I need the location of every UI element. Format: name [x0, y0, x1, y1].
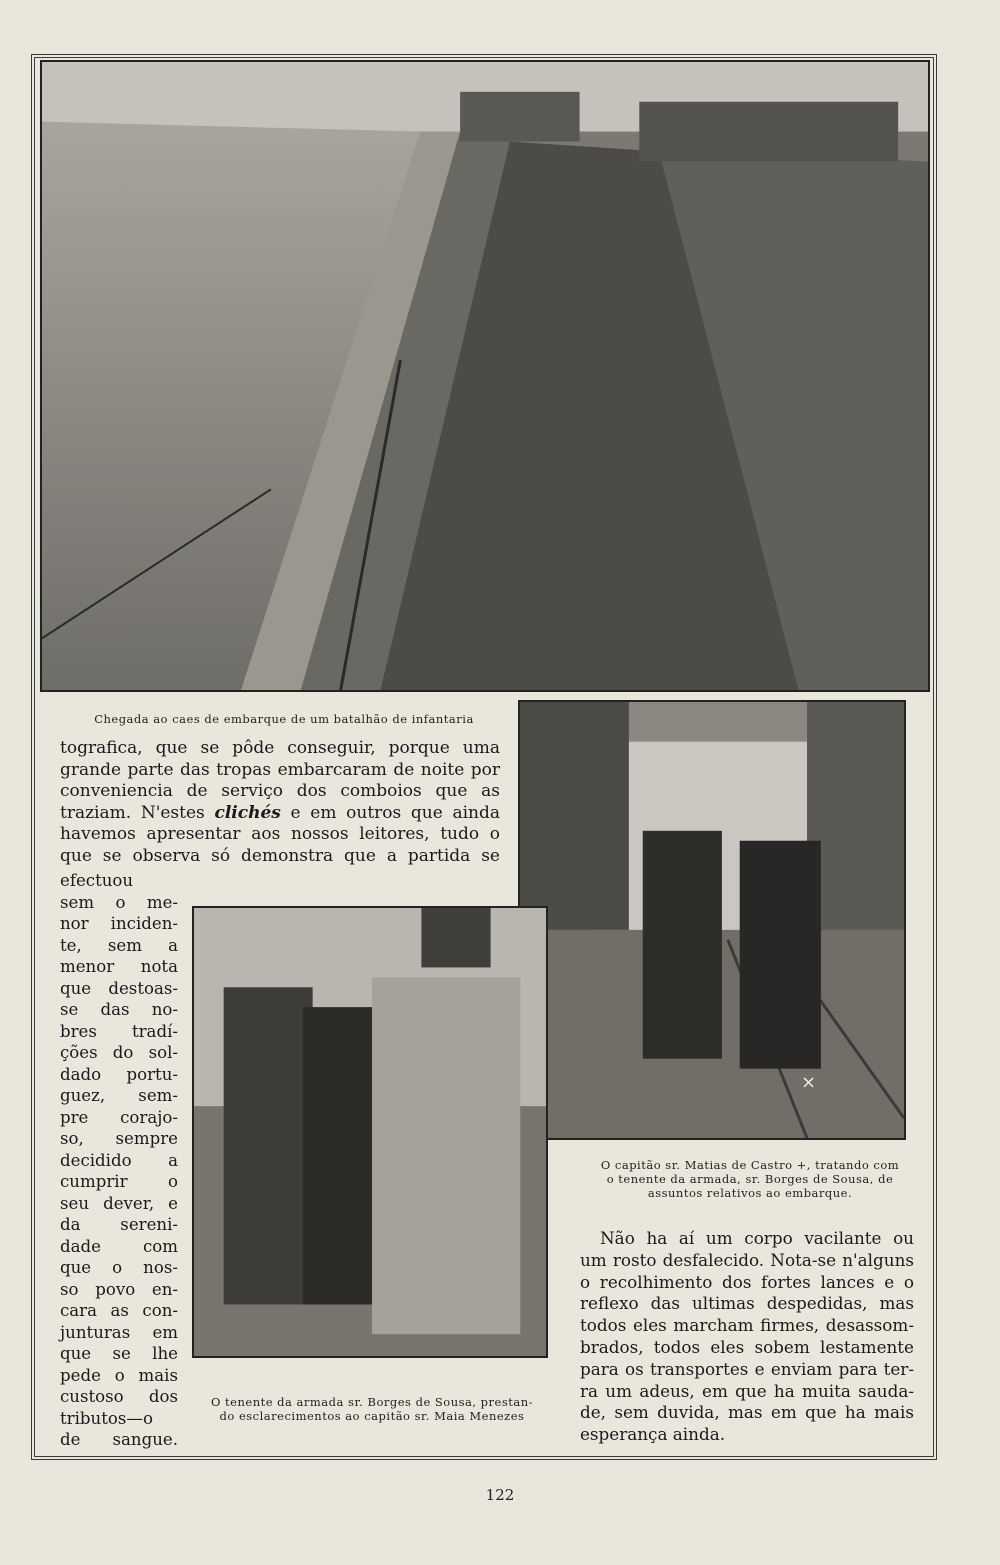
article-text-right-column: Não ha aí um corpo vacilante ou um rosto desfalecido. Nota-se n'alguns o recolhimento dos fortes lances e o reflexo das ultimas despedidas, mas todos eles marcham firmes, desassom- brados, todos eles sobem lestamente para os transportes e enviam para ter- ra um adeus, em que ha muita sauda- de, sem duvida, mas em que ha mais esperança ainda. [580, 1228, 914, 1445]
caption-left-photo: O tenente da armada sr. Borges de Sousa, prestan- do esclarecimentos ao capitão sr. Maia Menezes [210, 1395, 534, 1423]
caption-top-photo: Chegada ao caes de embarque de um batalhão de infantaria [94, 712, 474, 726]
photo-infantry-battalion-quay [40, 60, 930, 692]
page-number: 122 [485, 1486, 515, 1504]
cross-mark: × [801, 1072, 817, 1093]
article-text-wide: tografica, que se pôde conseguir, porque uma grande parte das tropas embarcaram de noite por conveniencia de serviço dos comboios que as traziam. N'estes clichés e em outros que ainda havemos apresentar aos nossos leitores, tudo o que se observa só demonstra que a partida se [60, 738, 501, 866]
caption-right-photo: O capitão sr. Matias de Castro +, tratando com o tenente da armada, sr. Borges de Sousa, de assuntos relativos ao embarque. [600, 1158, 900, 1200]
photo-captain-and-lieutenant [518, 700, 906, 1140]
article-text-narrow-column: efectuou sem o me- nor inciden- te, sem a menor nota que destoas- se das no- bres tradí- ções do sol- dado portu- guez, sem- pre corajo- so, sempre decidido a cumprir o seu dever, e da sereni- dade com que o nos- so povo en- cara as con- junturas em que se lhe pede o mais custoso dos tributos—o de sangue. [60, 871, 178, 1449]
photo-lieutenant-briefing-captain [192, 906, 548, 1358]
